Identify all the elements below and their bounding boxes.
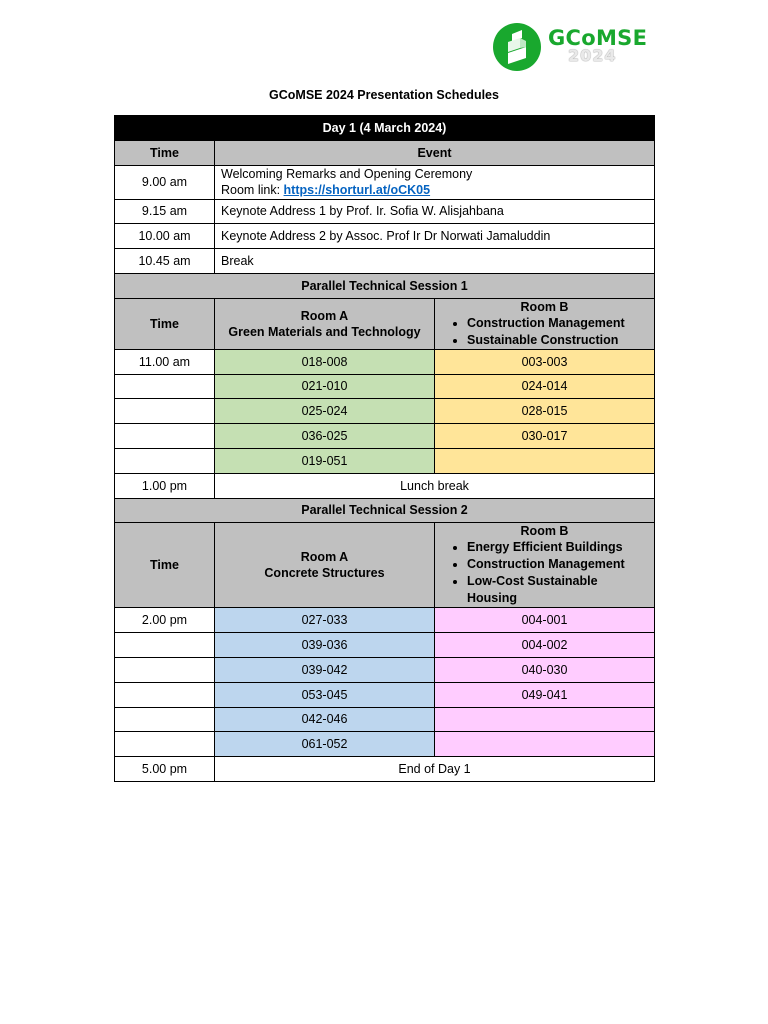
table-row	[115, 448, 655, 473]
time-cell	[115, 399, 215, 424]
room-a-paper: 053-045	[215, 682, 435, 707]
room-a-name: Room A	[300, 308, 349, 323]
time-cell	[115, 707, 215, 732]
gcomse-logo-icon	[492, 22, 542, 72]
room-a-paper: 021-010	[215, 374, 435, 399]
table-row	[115, 224, 655, 249]
time-column-header: Time	[115, 298, 215, 349]
table-row	[115, 633, 655, 658]
time-cell: 2.00 pm	[115, 608, 215, 633]
page-title: GCoMSE 2024 Presentation Schedules	[269, 88, 499, 102]
room-a-paper: 036-025	[215, 424, 435, 449]
event-cell: Break	[215, 249, 655, 274]
room-a-paper: 018-008	[215, 349, 435, 374]
room-link-label: Room link:	[221, 183, 284, 198]
room-b-header	[435, 523, 655, 608]
room-b-paper	[435, 732, 655, 757]
time-cell: 11.00 am	[115, 349, 215, 374]
session-1-title: Parallel Technical Session 1	[115, 273, 655, 298]
room-b-topics	[441, 315, 648, 349]
time-cell: 9.15 am	[115, 199, 215, 224]
table-row	[115, 165, 655, 199]
table-row	[115, 399, 655, 424]
room-a-paper: 039-042	[215, 657, 435, 682]
time-column-header: Time	[115, 140, 215, 165]
table-row	[115, 424, 655, 449]
event-cell	[215, 165, 655, 199]
session-2-title: Parallel Technical Session 2	[115, 498, 655, 523]
session-header-row	[115, 523, 655, 608]
room-b-paper: 004-001	[435, 608, 655, 633]
day-header: Day 1 (4 March 2024)	[115, 116, 655, 141]
time-cell: 10.45 am	[115, 249, 215, 274]
room-b-paper: 028-015	[435, 399, 655, 424]
room-b-paper: 040-030	[435, 657, 655, 682]
table-row	[115, 349, 655, 374]
session-title-row	[115, 498, 655, 523]
time-cell	[115, 732, 215, 757]
day-header-row	[115, 116, 655, 141]
room-b-paper: 024-014	[435, 374, 655, 399]
event-cell: Keynote Address 1 by Prof. Ir. Sofia W. Alisjahbana	[215, 199, 655, 224]
table-row	[115, 473, 655, 498]
room-a-paper: 039-036	[215, 633, 435, 658]
table-row	[115, 608, 655, 633]
time-cell	[115, 657, 215, 682]
room-a-paper: 061-052	[215, 732, 435, 757]
session-title-row	[115, 273, 655, 298]
time-cell	[115, 424, 215, 449]
room-a-header	[215, 523, 435, 608]
room-a-paper: 027-033	[215, 608, 435, 633]
room-a-paper: 025-024	[215, 399, 435, 424]
logo	[492, 22, 662, 72]
logo-text: GCoMSE	[548, 26, 648, 50]
room-b-topic: • Sustainable Construction	[467, 332, 648, 349]
event-column-header: Event	[215, 140, 655, 165]
event-cell: End of Day 1	[215, 757, 655, 782]
room-b-paper	[435, 707, 655, 732]
room-a-topic: Green Materials and Technology	[228, 324, 421, 339]
table-row	[115, 657, 655, 682]
session-header-row	[115, 298, 655, 349]
room-b-name: Room B	[520, 524, 569, 539]
room-b-paper: 004-002	[435, 633, 655, 658]
room-b-topic: • Low-Cost Sustainable Housing	[467, 573, 648, 607]
room-a-paper: 042-046	[215, 707, 435, 732]
time-cell: 9.00 am	[115, 165, 215, 199]
room-b-topic: • Construction Management	[467, 556, 648, 573]
table-row	[115, 374, 655, 399]
time-cell	[115, 682, 215, 707]
logo-year: 2024	[568, 46, 617, 65]
table-row	[115, 707, 655, 732]
room-b-topics	[441, 539, 648, 607]
event-cell: Lunch break	[215, 473, 655, 498]
room-b-paper	[435, 448, 655, 473]
table-row	[115, 757, 655, 782]
room-link[interactable]: https://shorturl.at/oCK05	[283, 183, 431, 198]
table-row	[115, 199, 655, 224]
schedule-table	[114, 115, 655, 782]
room-a-name: Room A	[300, 550, 349, 565]
room-b-paper: 049-041	[435, 682, 655, 707]
room-link-line	[221, 182, 648, 198]
room-b-topic: • Energy Efficient Buildings	[467, 539, 648, 556]
column-header-row	[115, 140, 655, 165]
event-cell: Keynote Address 2 by Assoc. Prof Ir Dr Norwati Jamaluddin	[215, 224, 655, 249]
time-cell: 1.00 pm	[115, 473, 215, 498]
time-cell: 5.00 pm	[115, 757, 215, 782]
time-cell: 10.00 am	[115, 224, 215, 249]
room-a-paper: 019-051	[215, 448, 435, 473]
table-row	[115, 682, 655, 707]
room-a-topic: Concrete Structures	[264, 566, 385, 581]
room-b-header	[435, 298, 655, 349]
room-b-name: Room B	[520, 299, 569, 314]
time-cell	[115, 374, 215, 399]
time-cell	[115, 448, 215, 473]
room-b-paper: 030-017	[435, 424, 655, 449]
room-b-topic: • Construction Management	[467, 315, 648, 332]
event-text: Welcoming Remarks and Opening Ceremony	[221, 167, 473, 182]
table-row	[115, 732, 655, 757]
time-cell	[115, 633, 215, 658]
time-column-header: Time	[115, 523, 215, 608]
table-row	[115, 249, 655, 274]
room-b-paper: 003-003	[435, 349, 655, 374]
room-a-header	[215, 298, 435, 349]
